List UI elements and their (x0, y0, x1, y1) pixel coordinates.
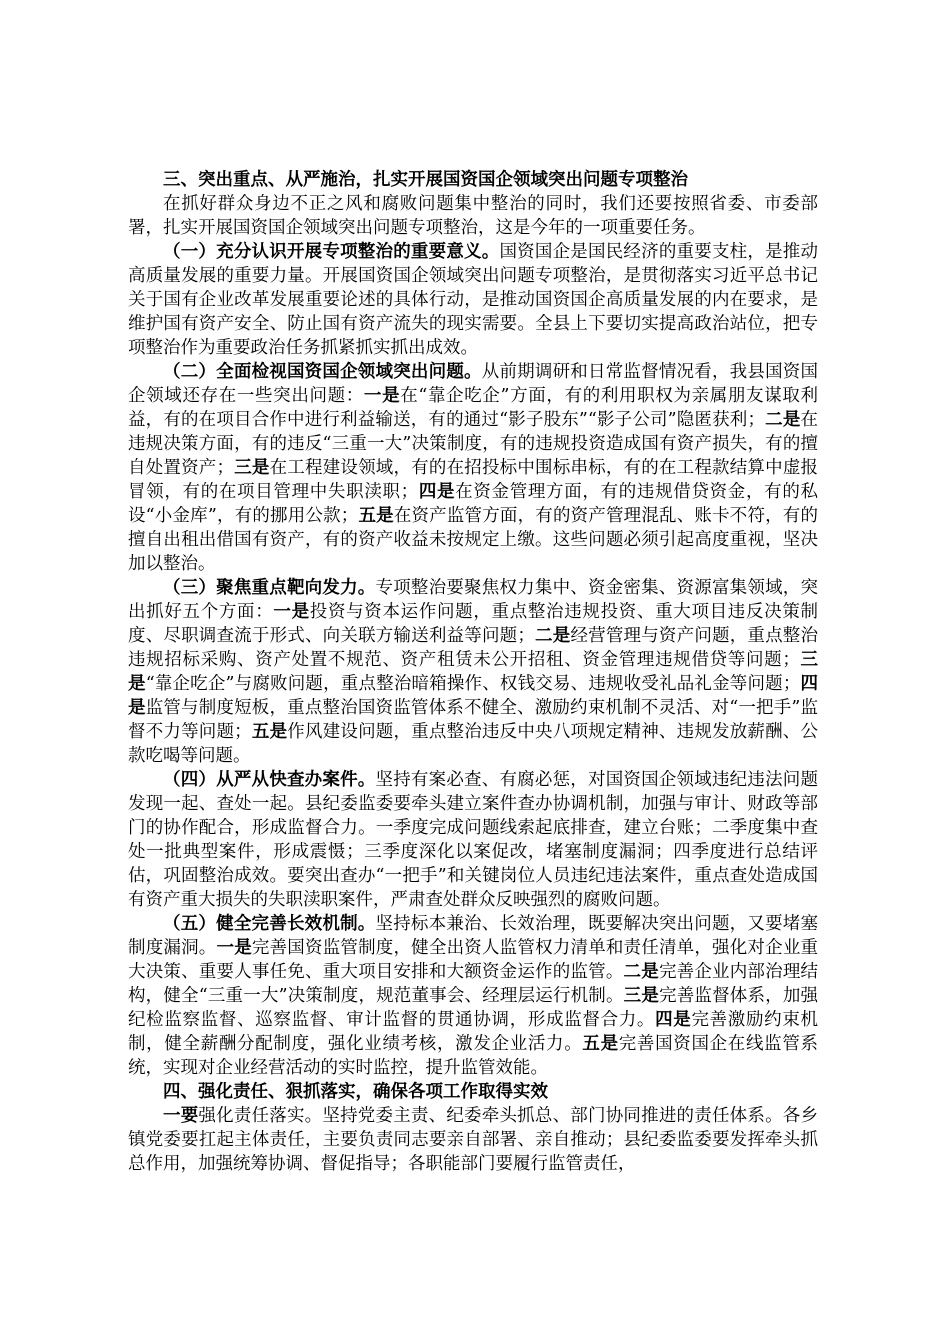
point-5-keyword-1: 一是 (216, 938, 252, 958)
point-5-text-5: 完善国资国企在线监管系统，实现对企业经营活动的实时监控，提升监管效能。 (128, 1034, 819, 1078)
point-2-text-2: 在违规决策方面，有的违反“三重一大”决策制度，有的违规投资造成国有资产损失，有的擅自处置资产； (128, 410, 818, 478)
section-4-point-1-lead: 一要 (163, 1106, 199, 1126)
section-4-heading: 四、强化责任、狠抓落实，确保各项工作取得实效 (163, 1082, 548, 1102)
section-3-point-2-paragraph (128, 360, 818, 576)
point-3-text-5: 作风建设问题，重点整治违反中央八项规定精神、违规发放薪酬、公款吃喝等问题。 (128, 722, 819, 766)
point-2-intro: 从前期调研和日常监督情况看，我县国资国企领域还存在一些突出问题： (128, 362, 818, 406)
section-3-heading: 三、突出重点、从严施治，扎实开展国资国企领域突出问题专项整治 (163, 170, 688, 190)
point-2-text-5: 在资产监管方面，有的资产管理混乱、账卡不符，有的擅自出租出借国有资产，有的资产收益未按规定上缴。这些问题必须引起高度重视，坚决加以整治。 (128, 506, 818, 574)
point-4-lead: （四）从严从快查办案件。 (163, 770, 376, 790)
point-3-keyword-5: 五是 (251, 722, 288, 742)
point-4-body: 坚持有案必查、有腐必惩，对国资国企领域违纪违法问题发现一起、查处一起。县纪委监委要牵头建立案件查办协调机制，加强与审计、财政等部门的协作配合，形成监督合力。一季度完成问题线索起底排查，建立台账；二季度集中查处一批典型案件，形成震慑；三季度深化以案促改，堵塞制度漏洞；四季度进行总结评估，巩固整治成效。要突出查办“一把手”和关键岗位人员违纪违法案件，重点查处造成国有资产重大损失的失职渎职案件，严肃查处群众反映强烈的腐败问题。 (128, 770, 818, 910)
section-4-point-1-paragraph (128, 1104, 818, 1176)
point-3-text-3: “靠企吃企”与腐败问题，重点整治暗箱操作、权钱交易、违规收受礼品礼金等问题； (145, 674, 801, 694)
point-2-text-1: 在“靠企吃企”方面，有的利用职权为亲属朋友谋取利益，有的在项目合作中进行利益输送，有的通过“影子股东”“影子公司”隐匿获利； (128, 386, 818, 430)
point-3-keyword-1: 一是 (273, 602, 310, 622)
point-5-keyword-4: 四是 (655, 1010, 692, 1030)
point-5-keyword-5: 五是 (582, 1034, 619, 1054)
section-3-point-5-paragraph (128, 912, 818, 1080)
point-5-keyword-2: 二是 (623, 962, 659, 982)
point-2-keyword-1: 一是 (363, 386, 401, 406)
point-5-text-4: 完善激励约束机制，健全薪酬分配制度，强化业绩考核，激发企业活力。 (128, 1010, 819, 1054)
point-5-text-3: 完善监督体系，加强纪检监察监督、巡察监督、审计监督的贯通协调，形成监督合力。 (128, 986, 819, 1030)
point-3-keyword-4: 四是 (128, 674, 819, 718)
section-4-point-1-body: 强化责任落实。坚持党委主责、纪委牵头抓总、部门协同推进的责任体系。各乡镇党委要扛起主体责任，主要负责同志要亲自部署、亲自推动；县纪委监委要发挥牵头抓总作用，加强统筹协调、督促指导；各职能部门要履行监管责任， (128, 1106, 819, 1174)
point-3-keyword-2: 二是 (534, 626, 571, 646)
point-2-keyword-2: 二是 (764, 410, 801, 430)
point-3-keyword-3: 三是 (128, 650, 819, 694)
point-3-text-4: 监管与制度短板，重点整治国资监管体系不健全、激励约束机制不灵活、对“一把手”监督不力等问题； (128, 698, 819, 742)
point-1-lead: （一）充分认识开展专项整治的重要意义。 (163, 242, 500, 262)
section-3-point-1-paragraph (128, 240, 818, 360)
section-3-intro-paragraph: 在抓好群众身边不正之风和腐败问题集中整治的同时，我们还要按照省委、市委部署，扎实开展国资国企领域突出问题专项整治，这是今年的一项重要任务。 (128, 194, 818, 238)
point-5-text-2: 完善企业内部治理结构，健全“三重一大”决策制度，规范董事会、经理层运行机制。 (128, 962, 819, 1006)
point-5-text-1: 完善国资监管制度，健全出资人监管权力清单和责任清单，强化对企业重大决策、重要人事任免、重大项目安排和大额资金运作的监管。 (128, 938, 819, 982)
point-3-text-1: 投资与资本运作问题，重点整治违规投资、重大项目违反决策制度、尽职调查流于形式、向关联方输送利益等问题； (128, 602, 819, 646)
point-5-keyword-3: 三是 (623, 986, 660, 1006)
point-5-lead: （五）健全完善长效机制。 (163, 914, 376, 934)
point-2-keyword-4: 四是 (418, 482, 456, 502)
document-page (128, 168, 818, 1176)
point-2-text-3: 在工程建设领域，有的在招投标中围标串标，有的在工程款结算中虚报冒领，有的在项目管理中失职渎职； (128, 458, 819, 502)
point-3-text-2: 经营管理与资产问题，重点整治违规招标采购、资产处置不规范、资产租赁未公开招租、资金管理违规借贷等问题； (128, 626, 819, 670)
section-3-point-3-paragraph (128, 576, 818, 768)
point-5-intro: 坚持标本兼治、长效治理，既要解决突出问题，又要堵塞制度漏洞。 (128, 914, 818, 958)
point-2-keyword-3: 三是 (234, 458, 270, 478)
point-2-keyword-5: 五是 (358, 506, 394, 526)
section-3-point-4-paragraph (128, 768, 818, 912)
point-3-intro: 专项整治要聚焦权力集中、资金密集、资源富集领域，突出抓好五个方面： (128, 578, 818, 622)
point-3-lead: （三）聚焦重点靶向发力。 (163, 578, 376, 598)
point-2-lead: （二）全面检视国资国企领域突出问题。 (163, 362, 482, 382)
point-1-body: 国资国企是国民经济的重要支柱，是推动高质量发展的重要力量。开展国资国企领域突出问题专项整治，是贯彻落实习近平总书记关于国有企业改革发展重要论述的具体行动，是推动国资国企高质量发展的内在要求，是维护国有资产安全、防止国有资产流失的现实需要。全县上下要切实提高政治站位，把专项整治作为重要政治任务抓紧抓实抓出成效。 (128, 242, 819, 358)
point-2-text-4: 在资金管理方面，有的违规借贷资金，有的私设“小金库”，有的挪用公款； (128, 482, 819, 526)
